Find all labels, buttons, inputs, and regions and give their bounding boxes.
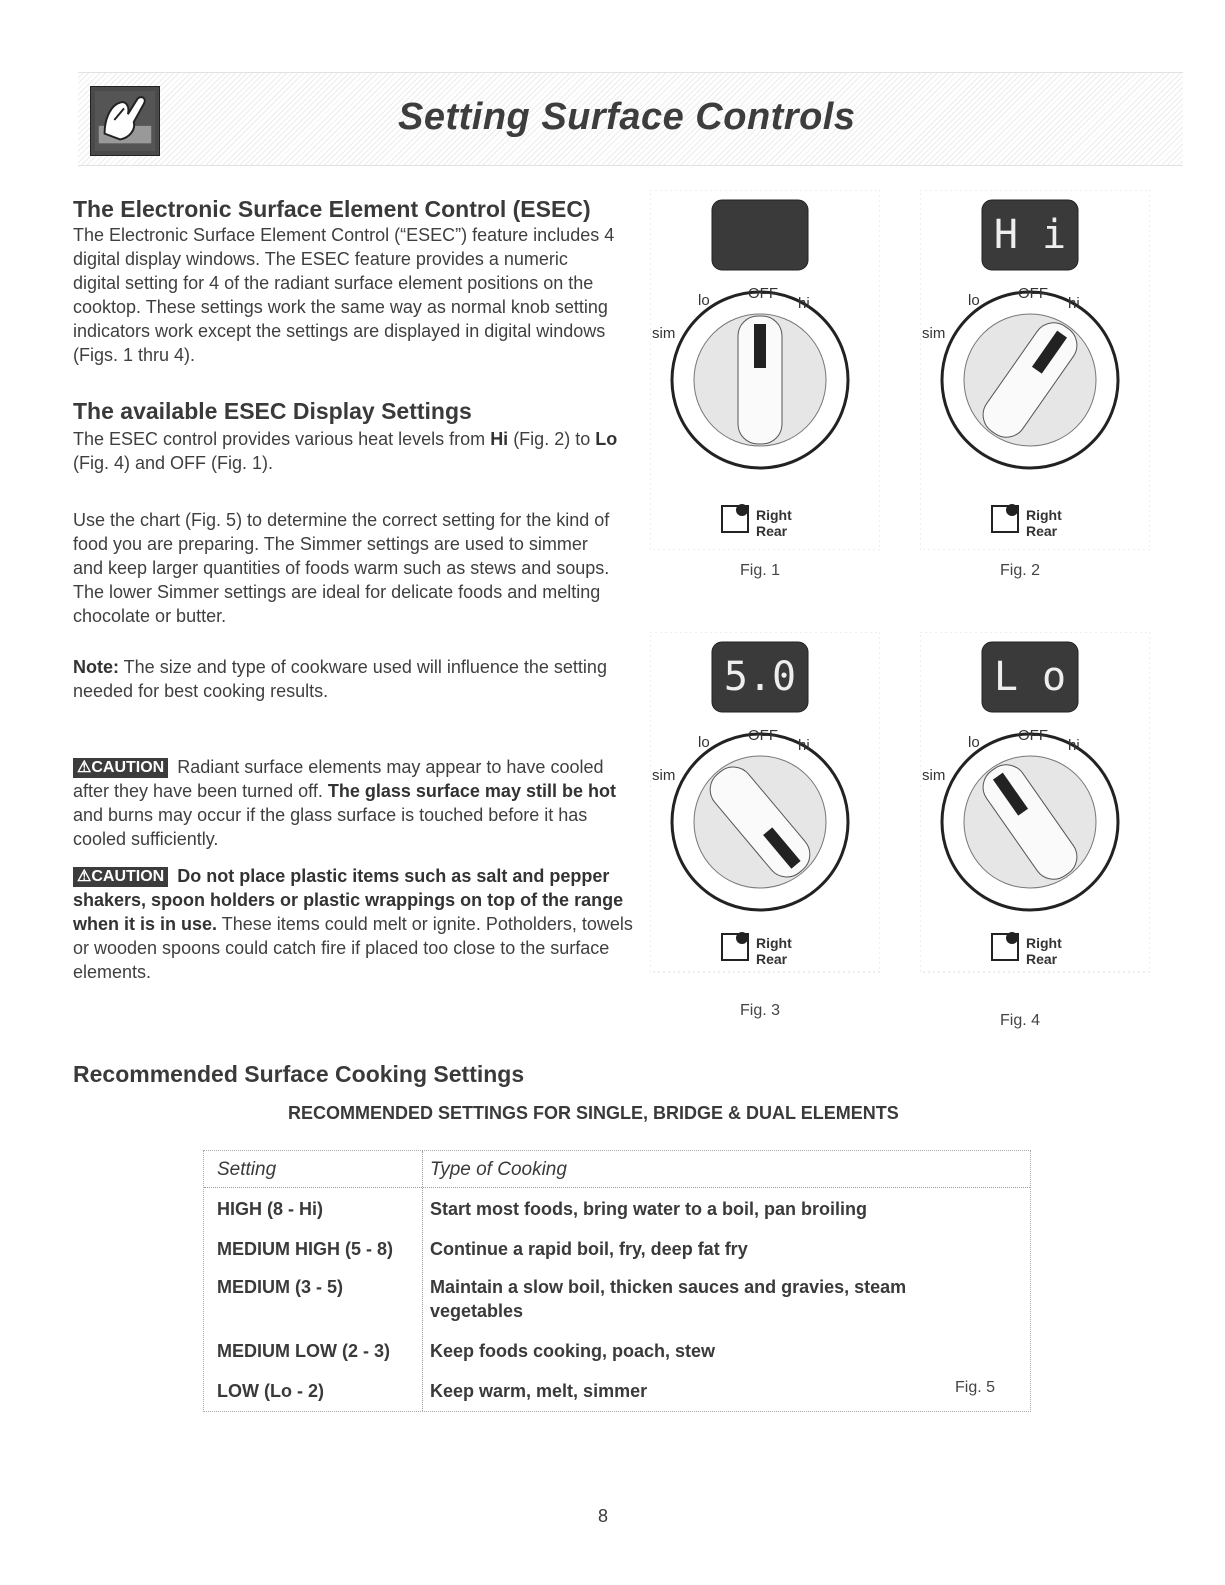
note-label: Note: bbox=[73, 657, 119, 677]
figure-caption: Fig. 1 bbox=[740, 562, 781, 579]
available-heading: The available ESEC Display Settings bbox=[73, 398, 472, 424]
figure-3 bbox=[650, 632, 880, 1032]
caution-paragraph-1 bbox=[73, 755, 633, 851]
knob-diagram-4 bbox=[920, 632, 1150, 992]
lo-label: Lo bbox=[595, 429, 618, 449]
knob-hi-label: hi bbox=[1068, 295, 1080, 312]
table-row-setting: HIGH (8 - Hi) bbox=[217, 1199, 323, 1219]
chart-paragraph: Use the chart (Fig. 5) to determine the correct setting for the kind of food you are preparing. The Simmer settings are used to simmer and keep larger quantities of foods warm such as stews and soups. The lower Simmer settings are ideal for delicate foods and melting chocolate or butter. bbox=[73, 510, 610, 626]
position-rear-label: Rear bbox=[1026, 951, 1058, 967]
position-right-label: Right bbox=[1026, 507, 1062, 523]
knob-lo-label: lo bbox=[968, 292, 980, 309]
knob-lo-label: lo bbox=[698, 292, 710, 309]
knob-off-label: OFF bbox=[1018, 285, 1048, 302]
caution-paragraph-2 bbox=[73, 864, 633, 984]
recommended-heading: Recommended Surface Cooking Settings bbox=[73, 1061, 525, 1087]
table-row-setting: LOW (Lo - 2) bbox=[217, 1381, 324, 1401]
caution2-text: These items could melt or ignite. Potholders, towels or wooden spoons could catch fire if placed too close to the surface elements. bbox=[73, 914, 633, 982]
available-body-end: (Fig. 4) and OFF (Fig. 1). bbox=[73, 453, 274, 473]
position-right-label: Right bbox=[756, 507, 792, 523]
knob-hi-label: hi bbox=[798, 737, 810, 754]
table-row-setting: MEDIUM HIGH (5 - 8) bbox=[217, 1239, 394, 1259]
note-paragraph bbox=[73, 655, 618, 703]
figure-caption: Fig. 3 bbox=[740, 1002, 781, 1019]
caution1-bold-text: The glass surface may still be hot bbox=[327, 781, 616, 801]
table-row-type: Maintain a slow boil, thicken sauces and gravies, steam vegetables bbox=[430, 1277, 907, 1321]
caution2-bold-text: Do not place plastic items such as salt and pepper shakers, spoon holders or plastic wrappings on top of the range when it is in use. bbox=[73, 866, 624, 934]
table-row-type: Start most foods, bring water to a boil, pan broiling bbox=[430, 1199, 868, 1219]
page-number: 8 bbox=[598, 1506, 609, 1526]
figure-4 bbox=[920, 632, 1150, 1032]
knob-off-label: OFF bbox=[1018, 727, 1048, 744]
table-figure-caption: Fig. 5 bbox=[954, 1379, 995, 1396]
knob-hi-label: hi bbox=[1068, 737, 1080, 754]
display-value: H i bbox=[993, 212, 1067, 258]
header-divider bbox=[204, 1187, 1030, 1188]
knob-hi-label: hi bbox=[798, 295, 810, 312]
table-row-type: Keep warm, melt, simmer bbox=[430, 1381, 648, 1401]
knob-sim-label: sim bbox=[652, 767, 676, 784]
knob-diagram-1 bbox=[650, 190, 880, 550]
hi-label: Hi bbox=[490, 429, 509, 449]
position-right-label: Right bbox=[756, 935, 792, 951]
available-body-text: The ESEC control provides various heat levels from bbox=[73, 429, 491, 449]
available-body bbox=[73, 427, 618, 475]
table-title: RECOMMENDED SETTINGS FOR SINGLE, BRIDGE & DUAL ELEMENTS bbox=[288, 1103, 899, 1123]
column-header-type: Type of Cooking bbox=[430, 1159, 567, 1180]
caution-badge: ⚠CAUTION bbox=[73, 867, 168, 887]
note-text: The size and type of cookware used will influence the setting needed for best cooking results. bbox=[73, 657, 607, 701]
figure-caption: Fig. 2 bbox=[1000, 562, 1041, 579]
table-row-setting: MEDIUM LOW (2 - 3) bbox=[217, 1341, 390, 1361]
column-header-setting: Setting bbox=[217, 1159, 277, 1180]
column-divider bbox=[422, 1151, 423, 1411]
esec-body: The Electronic Surface Element Control (“ESEC”) feature includes 4 digital display windows. The ESEC feature provides a numeric digital setting for 4 of the radiant surface element positions on the cooktop. These settings work the same way as normal knob setting indicators work except the settings are displayed in digital windows (Figs. 1 thru 4). bbox=[73, 225, 615, 365]
hand-on-cooktop-icon bbox=[90, 86, 160, 156]
table-row-type: Keep foods cooking, poach, stew bbox=[430, 1341, 716, 1361]
knob-sim-label: sim bbox=[922, 325, 946, 342]
position-rear-label: Rear bbox=[1026, 523, 1058, 539]
knob-lo-label: lo bbox=[968, 734, 980, 751]
page-title: Setting Surface Controls bbox=[398, 96, 856, 138]
position-right-label: Right bbox=[1026, 935, 1062, 951]
table-row-type: Continue a rapid boil, fry, deep fat fry bbox=[430, 1239, 748, 1259]
figure-2 bbox=[920, 190, 1150, 590]
display-value: L o bbox=[993, 654, 1067, 700]
knob-off-label: OFF bbox=[748, 727, 778, 744]
knob-lo-label: lo bbox=[698, 734, 710, 751]
table-row-setting: MEDIUM (3 - 5) bbox=[217, 1277, 343, 1297]
caution1-text: Radiant surface elements may appear to have cooled after they have been turned off. bbox=[73, 757, 604, 801]
position-rear-label: Rear bbox=[756, 951, 788, 967]
esec-heading: The Electronic Surface Element Control (ESEC) bbox=[73, 196, 591, 222]
figure-caption: Fig. 4 bbox=[1000, 1012, 1041, 1029]
display-value: 5.0 bbox=[723, 654, 797, 700]
caution-badge: ⚠CAUTION bbox=[73, 758, 168, 778]
knob-sim-label: sim bbox=[922, 767, 946, 784]
position-rear-label: Rear bbox=[756, 523, 788, 539]
knob-diagram-2 bbox=[920, 190, 1150, 550]
knob-sim-label: sim bbox=[652, 325, 676, 342]
available-body-mid: (Fig. 2) to bbox=[508, 429, 596, 449]
knob-off-label: OFF bbox=[748, 285, 778, 302]
knob-diagram-3 bbox=[650, 632, 880, 992]
caution1-text-end: and burns may occur if the glass surface is touched before it has cooled sufficiently. bbox=[73, 805, 588, 849]
figure-1 bbox=[650, 190, 880, 590]
settings-table bbox=[203, 1150, 1031, 1412]
